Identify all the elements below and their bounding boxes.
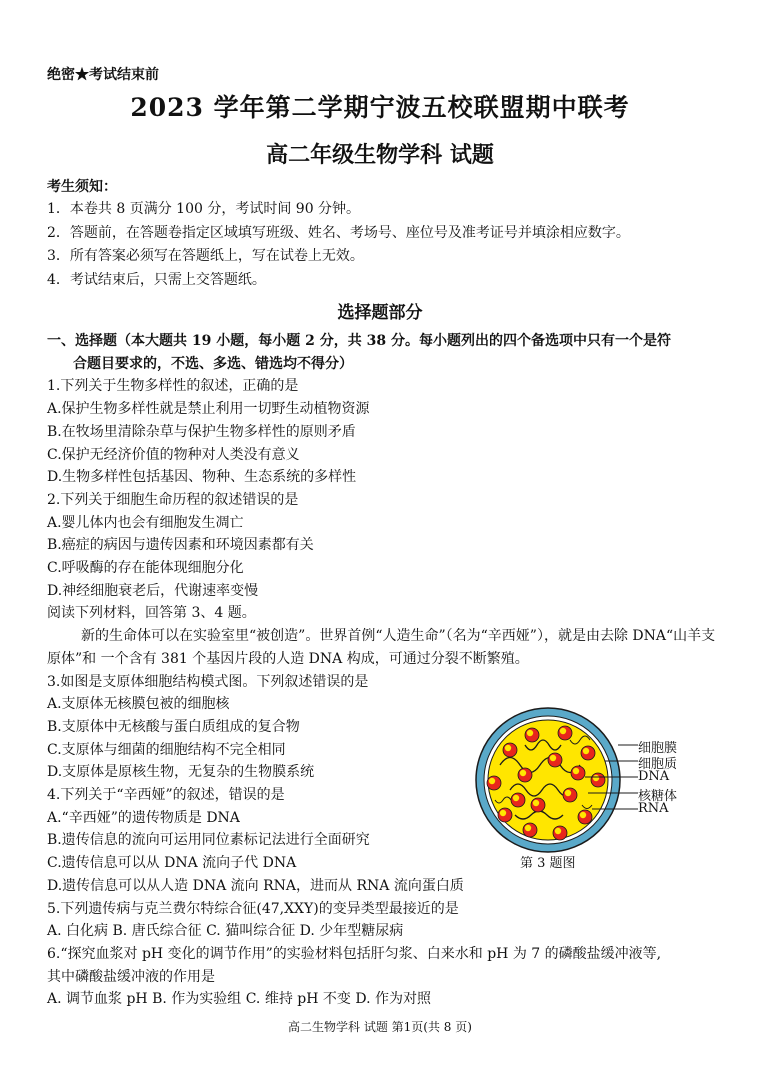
q3-option-d: D.支原体是原核生物，无复杂的生物膜系统	[47, 764, 315, 781]
notice-item: 4．考试结束后，只需上交答题纸。	[47, 271, 266, 288]
ribosome-highlight	[573, 768, 579, 774]
notice-list	[47, 198, 717, 292]
ribosome-highlight	[560, 728, 566, 734]
page-footer: 高二生物学科 试题 第1页(共 8 页)	[288, 1020, 472, 1034]
q2-option-b: B.癌症的病因与遗传因素和环境因素都有关	[47, 537, 314, 554]
q1-option-a: A.保护生物多样性就是禁止利用一切野生动植物资源	[47, 401, 370, 418]
ribosome-highlight	[565, 790, 571, 796]
q2-option-c: C.呼吸酶的存在能体现细胞分化	[47, 560, 244, 577]
figure-caption: 第 3 题图	[520, 856, 576, 871]
ribosome-highlight	[500, 810, 506, 816]
q5-options: A. 白化病 B. 唐氏综合征 C. 猫叫综合征 D. 少年型糖尿病	[47, 923, 404, 940]
ribosome-highlight	[533, 800, 539, 806]
q1-option-c: C.保护无经济价值的物种对人类没有意义	[47, 446, 300, 463]
q3-option-b: B.支原体中无核酸与蛋白质组成的复合物	[47, 718, 300, 735]
q4-option-a: A.“辛西娅”的遗传物质是 DNA	[47, 809, 240, 826]
q3-stem: 3.如图是支原体细胞结构模式图。下列叙述错误的是	[47, 673, 369, 690]
exam-subtitle: 高二年级生物学科 试题	[266, 142, 494, 168]
ribosome-highlight	[550, 755, 556, 761]
label-dna: DNA	[638, 769, 670, 784]
questions-body	[47, 330, 717, 1011]
q3-option-a: A.支原体无核膜包被的细胞核	[47, 696, 230, 713]
label-rna: RNA	[638, 801, 669, 816]
label-cytoplasm: 细胞质	[638, 757, 678, 772]
q1-option-d: D.生物多样性包括基因、物种、生态系统的多样性	[47, 469, 357, 486]
exam-title: 2023 学年第二学期宁波五校联盟期中联考	[130, 93, 630, 122]
q2-option-a: A.婴儿体内也会有细胞发生凋亡	[47, 514, 244, 531]
ribosome-highlight	[505, 745, 511, 751]
ribosome-highlight	[583, 748, 589, 754]
q6-stem-cont: 其中磷酸盐缓冲液的作用是	[47, 968, 215, 985]
q6-options: A. 调节血浆 pH B. 作为实验组 C. 维持 pH 不变 D. 作为对照	[47, 991, 431, 1008]
confidential-mark: 绝密★考试结束前	[47, 67, 159, 83]
q5-stem: 5.下列遗传病与克兰费尔特综合征(47,XXY)的变异类型最接近的是	[47, 900, 459, 917]
label-ribosome: 核糖体	[638, 789, 678, 804]
ribosome-highlight	[489, 778, 495, 784]
ribosome-highlight	[555, 828, 561, 834]
reading-material: 新的生命体可以在实验室里“被创造”。世界首例“人造生命”（名为“辛西娅”），就是由去除 DNA“山羊支原体”和 一个含有 381 个基因片段的人造 DNA 构成，可通过分裂不断繁殖。	[47, 628, 716, 667]
notice-item: 3．所有答案必须写在答题纸上，写在试卷上无效。	[47, 248, 364, 264]
q4-option-b: B.遗传信息的流向可运用同位素标记法进行全面研究	[47, 832, 370, 849]
q2-stem: 2.下列关于细胞生命历程的叙述错误的是	[47, 491, 299, 508]
q6-stem: 6.“探究血浆对 pH 变化的调节作用”的实验材料包括肝匀浆、白来水和 pH 为 7 的磷酸盐缓冲液等,	[47, 945, 662, 962]
q1-option-b: B.在牧场里清除杂草与保护生物多样性的原则矛盾	[47, 423, 356, 440]
q1-stem: 1.下列关于生物多样性的叙述，正确的是	[47, 378, 299, 395]
label-membrane: 细胞膜	[638, 741, 678, 756]
section-instruction-cont: 合题目要求的，不选、多选、错选均不得分）	[73, 355, 353, 372]
notice-item: 2．答题前，在答题卷指定区域填写班级、姓名、考场号、座位号及准考证号并填涂相应数字。	[47, 224, 630, 241]
reading-intro: 阅读下列材料，回答第 3、4 题。	[47, 605, 256, 622]
q3-option-c: C.支原体与细菌的细胞结构不完全相同	[47, 741, 286, 758]
section-instruction: 一、选择题（本大题共 19 小题，每小题 2 分，共 38 分。每小题列出的四个备选项中只有一个是符	[47, 333, 671, 349]
ribosome-highlight	[513, 795, 519, 801]
q4-option-c: C.遗传信息可以从 DNA 流向子代 DNA	[47, 855, 297, 872]
ribosome-highlight	[580, 812, 586, 818]
notice-item: 1．本卷共 8 页满分 100 分，考试时间 90 分钟。	[47, 201, 361, 217]
section-title: 选择题部分	[337, 303, 423, 323]
notice-heading: 考生须知：	[47, 179, 117, 195]
mycoplasma-figure	[470, 705, 700, 875]
ribosome-highlight	[520, 770, 526, 776]
ribosome-highlight	[525, 825, 531, 831]
q4-stem: 4.下列关于“辛西娅”的叙述，错误的是	[47, 787, 285, 804]
ribosome-highlight	[527, 730, 533, 736]
q4-option-d: D.遗传信息可以从人造 DNA 流向 RNA，进而从 RNA 流向蛋白质	[47, 877, 464, 894]
ribosome-highlight	[593, 775, 599, 781]
q2-option-d: D.神经细胞衰老后，代谢速率变慢	[47, 582, 259, 599]
